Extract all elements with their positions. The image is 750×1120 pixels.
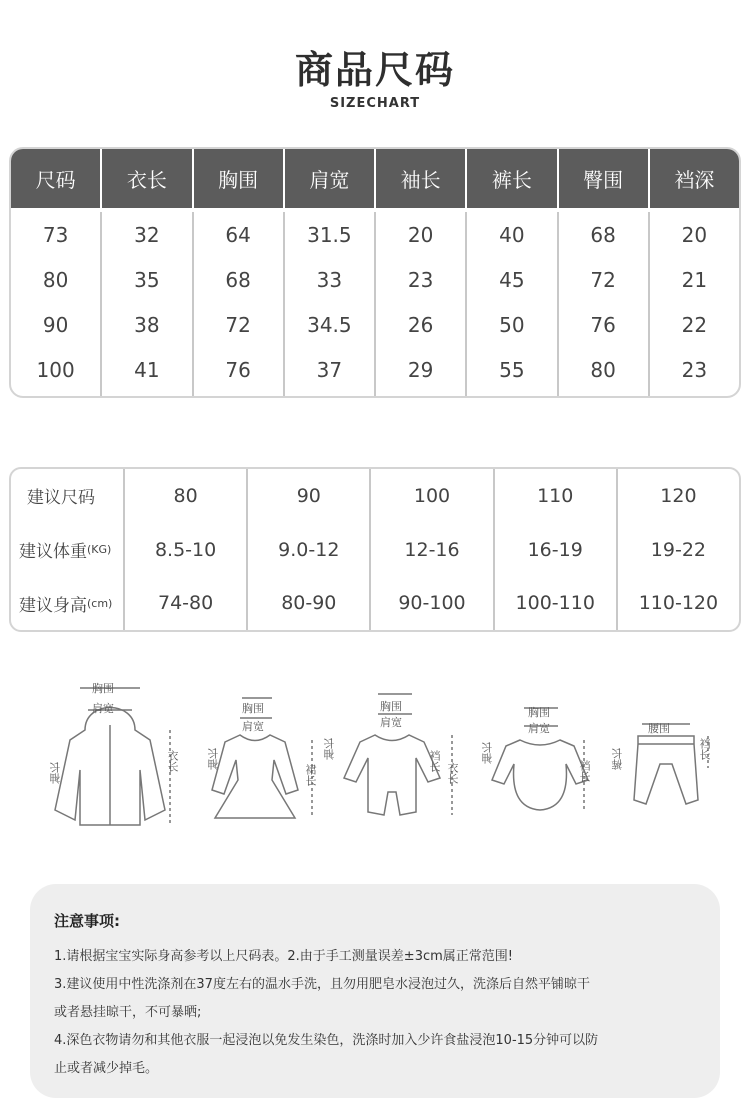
recommendation-table [9, 467, 741, 632]
rec-cell: 80 [173, 484, 198, 507]
size-cell: 80 [42, 267, 69, 292]
sleeve-cell: 29 [407, 357, 434, 382]
chest-label: 胸围 [92, 682, 114, 695]
rec-cell: 9.0-12 [278, 538, 340, 561]
pants-diagram [610, 680, 720, 830]
chest-label: 胸围 [528, 706, 550, 719]
rec-cell: 100 [413, 484, 451, 507]
header-cell-chest: 胸围 [192, 149, 283, 208]
waist-label: 腰围 [648, 722, 670, 735]
length-cell: 35 [134, 267, 160, 292]
hip-cell: 72 [590, 267, 616, 292]
chest-label: 胸围 [380, 700, 402, 713]
sleeve-cell: 20 [407, 222, 434, 247]
header-cell-rise: 裆深 [648, 149, 739, 208]
pants-length-cell: 50 [499, 312, 525, 337]
recommendation-column [123, 469, 246, 630]
unit-label: (cm) [87, 596, 113, 610]
bodysuit-illustration [480, 680, 600, 830]
sleeve-label: 袖长 [49, 762, 62, 784]
note-line: 4.深色衣物请勿和其他衣服一起浸泡以免发生染色，洗涤时加入少许食盐浸泡10-15分钟可以防 [54, 1033, 599, 1048]
shoulder-label: 肩宽 [92, 702, 114, 715]
dress-diagram [200, 680, 320, 830]
shoulder-column [283, 212, 374, 398]
rise-label: 裆长 [698, 738, 711, 760]
chest-cell: 76 [225, 357, 251, 382]
page-header [0, 46, 750, 111]
sleeve-label: 袖长 [481, 742, 494, 764]
sleeve-cell: 23 [407, 267, 434, 292]
garment-diagrams [40, 680, 720, 830]
sleeve-cell: 26 [407, 312, 434, 337]
hip-column [557, 212, 648, 398]
length-cell: 38 [134, 312, 160, 337]
chest-cell: 68 [225, 267, 251, 292]
chest-cell: 64 [225, 222, 251, 247]
size-cell: 73 [42, 222, 69, 247]
skirt-length-label: 裙长 [304, 764, 317, 786]
rec-cell: 80-90 [281, 592, 337, 615]
size-chart-body [11, 208, 739, 398]
recommendation-column [493, 469, 616, 630]
rise-cell: 20 [681, 222, 708, 247]
note-line: 或者悬挂晾干，不可暴晒; [54, 1005, 202, 1020]
hip-cell: 68 [590, 222, 616, 247]
recommendation-label-column [11, 469, 123, 630]
shoulder-label: 肩宽 [242, 720, 264, 733]
rec-cell: 100-110 [515, 592, 595, 615]
header-cell-shoulder: 肩宽 [283, 149, 374, 208]
bodysuit-diagram [480, 680, 600, 830]
header-cell-hip: 臀围 [557, 149, 648, 208]
shoulder-cell: 34.5 [307, 312, 352, 337]
rec-cell: 16-19 [527, 538, 583, 561]
shoulder-cell: 37 [316, 357, 343, 382]
shoulder-cell: 31.5 [307, 222, 352, 247]
page-subtitle: SIZECHART [329, 96, 421, 111]
rise-cell: 22 [681, 312, 708, 337]
label-recommended-weight: 建议体重 (KG) [19, 542, 112, 562]
jacket-diagram [40, 680, 180, 830]
sleeve-label: 袖长 [323, 738, 336, 760]
rec-cell: 110-120 [638, 592, 719, 615]
hip-cell: 76 [590, 312, 616, 337]
sleeve-column [374, 212, 465, 398]
shoulder-label: 肩宽 [528, 722, 550, 735]
unit-label: (KG) [87, 543, 112, 556]
page-title: 商品尺码 [294, 48, 455, 92]
rec-cell: 120 [660, 484, 697, 507]
sleeve-label: 袖长 [207, 748, 220, 770]
rec-cell: 8.5-10 [154, 538, 217, 561]
care-notes-panel [30, 884, 720, 1098]
pants-length-cell: 55 [499, 357, 525, 382]
length-column [100, 212, 191, 398]
size-chart-header-row [11, 149, 739, 208]
rise-column [648, 212, 739, 398]
note-line: 3.建议使用中性洗涤剂在37度左右的温水手洗，且勿用肥皂水浸泡过久，洗涤后自然平铺晾干 [54, 977, 590, 992]
size-column [11, 212, 100, 398]
shoulder-cell: 33 [316, 267, 343, 292]
header-cell-length: 衣长 [100, 149, 191, 208]
chest-column [192, 212, 283, 398]
recommendation-column [369, 469, 492, 630]
rise-label: 裆长 [578, 760, 591, 782]
notes-title: 注意事项: [54, 912, 120, 930]
shoulder-label: 肩宽 [380, 716, 402, 729]
header-cell-pants-length: 裤长 [465, 149, 556, 208]
note-line: 止或者减少掉毛。 [54, 1061, 159, 1076]
length-label: 衣长 [446, 762, 459, 784]
rec-cell: 90 [296, 484, 321, 507]
header-cell-sleeve: 袖长 [374, 149, 465, 208]
hip-cell: 80 [590, 357, 616, 382]
size-chart-table [9, 147, 741, 398]
recommendation-column [616, 469, 739, 630]
rec-cell: 110 [537, 484, 574, 507]
rise-label: 裆长 [428, 750, 441, 772]
rec-cell: 74-80 [157, 592, 214, 615]
header-cell-size: 尺码 [35, 168, 76, 192]
label-recommended-size: 建议尺码 [27, 488, 95, 509]
recommendation-column [246, 469, 369, 630]
rec-cell: 19-22 [650, 538, 707, 561]
chest-label: 胸围 [242, 702, 264, 715]
chest-cell: 72 [225, 312, 251, 337]
size-cell: 90 [42, 312, 69, 337]
rise-cell: 21 [681, 267, 708, 292]
label-recommended-height: 建议身高 (cm) [19, 595, 113, 616]
romper-diagram [323, 680, 460, 830]
length-label: 衣长 [166, 750, 179, 772]
pants-length-column [465, 212, 556, 398]
length-cell: 41 [134, 357, 160, 382]
size-cell: 100 [36, 357, 75, 382]
note-line: 1.请根据宝宝实际身高参考以上尺码表。2.由于手工测量误差±3cm属正常范围! [54, 949, 513, 964]
rise-cell: 23 [681, 357, 708, 382]
pants-length-label: 裤长 [611, 748, 624, 770]
rec-cell: 12-16 [404, 538, 460, 561]
rec-cell: 90-100 [398, 592, 466, 615]
pants-length-cell: 45 [499, 267, 525, 292]
length-cell: 32 [134, 222, 160, 247]
pants-length-cell: 40 [499, 222, 525, 247]
